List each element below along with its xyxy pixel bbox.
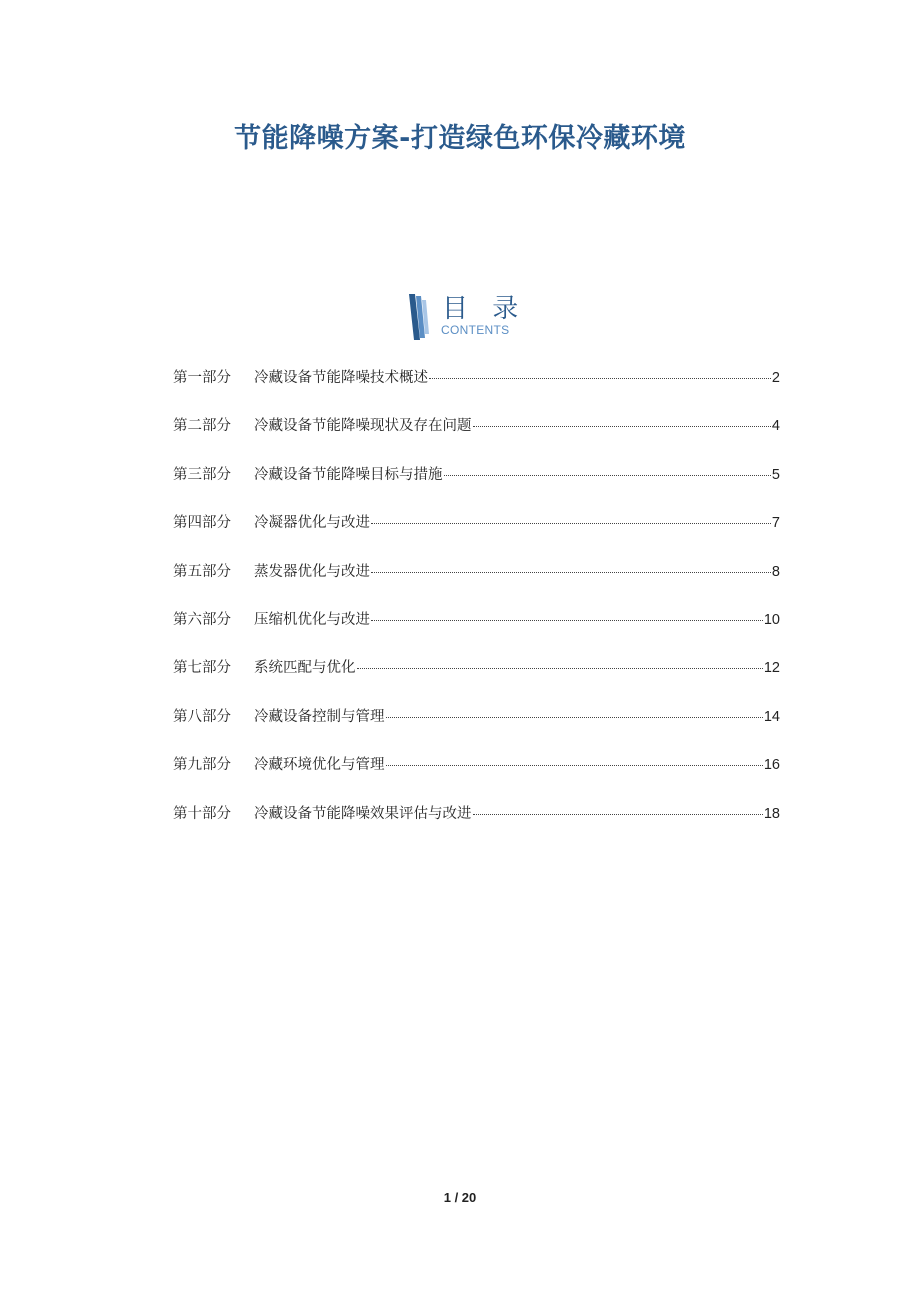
toc-heading: 目 录 — [442, 294, 527, 324]
toc-entry-page: 8 — [771, 563, 780, 580]
toc-entry-title: 冷藏设备控制与管理 — [254, 708, 385, 725]
toc-entry[interactable] — [173, 414, 780, 462]
toc-entry[interactable] — [173, 463, 780, 511]
toc-entry-leader — [444, 475, 771, 476]
toc-entry[interactable] — [173, 511, 780, 559]
page-number: 1 / 20 — [443, 1190, 477, 1205]
toc-entry-page: 16 — [763, 757, 780, 774]
toc-entry-leader — [357, 668, 763, 669]
toc-header — [408, 292, 528, 340]
table-of-contents — [173, 366, 780, 850]
toc-entry-part: 第七部分 — [173, 660, 231, 677]
document-title: 节能降噪方案-打造绿色环保冷藏环境 — [234, 123, 686, 154]
toc-entry-part: 第六部分 — [173, 611, 231, 628]
toc-entry-part: 第一部分 — [173, 370, 231, 386]
toc-entry-page: 5 — [771, 466, 780, 483]
toc-entry-title: 冷藏环境优化与管理 — [254, 757, 385, 774]
toc-entry-leader — [473, 426, 771, 427]
toc-entry[interactable] — [173, 560, 780, 608]
toc-entry-title: 冷藏设备节能降噪技术概述 — [254, 370, 428, 386]
toc-entry-title: 冷藏设备节能降噪现状及存在问题 — [254, 418, 472, 435]
toc-entry-part: 第十部分 — [173, 805, 231, 822]
toc-entry-page: 12 — [763, 660, 780, 677]
toc-entry-part: 第二部分 — [173, 418, 231, 435]
toc-entry[interactable] — [173, 366, 780, 414]
book-stripes-icon — [408, 294, 430, 340]
toc-entry[interactable] — [173, 608, 780, 656]
toc-entry-leader — [371, 572, 771, 573]
toc-subheading: CONTENTS — [441, 323, 510, 337]
toc-entry-part: 第五部分 — [173, 563, 231, 580]
toc-entry-page: 7 — [771, 515, 780, 532]
toc-entry-title: 冷藏设备节能降噪目标与措施 — [254, 466, 443, 483]
toc-entry-part: 第四部分 — [173, 515, 231, 532]
toc-entry-page: 2 — [771, 370, 780, 386]
toc-entry[interactable] — [173, 656, 780, 704]
toc-entry-title: 压缩机优化与改进 — [254, 611, 370, 628]
toc-entry-page: 4 — [771, 418, 780, 435]
toc-entry-title: 系统匹配与优化 — [254, 660, 356, 677]
toc-entry-leader — [371, 620, 763, 621]
toc-entry-leader — [473, 814, 763, 815]
toc-entry-page: 18 — [763, 805, 780, 822]
toc-entry-page: 14 — [763, 708, 780, 725]
toc-entry-part: 第三部分 — [173, 466, 231, 483]
toc-entry-title: 冷凝器优化与改进 — [254, 515, 370, 532]
toc-entry-title: 蒸发器优化与改进 — [254, 563, 370, 580]
toc-entry-page: 10 — [763, 611, 780, 628]
toc-entry-part: 第八部分 — [173, 708, 231, 725]
toc-entry-leader — [429, 378, 771, 379]
toc-entry[interactable] — [173, 802, 780, 850]
toc-entry[interactable] — [173, 705, 780, 753]
toc-entry-leader — [371, 523, 771, 524]
toc-entry-title: 冷藏设备节能降噪效果评估与改进 — [254, 805, 472, 822]
toc-entry-leader — [386, 717, 763, 718]
toc-entry[interactable] — [173, 753, 780, 801]
toc-entry-leader — [386, 765, 763, 766]
toc-entry-part: 第九部分 — [173, 757, 231, 774]
